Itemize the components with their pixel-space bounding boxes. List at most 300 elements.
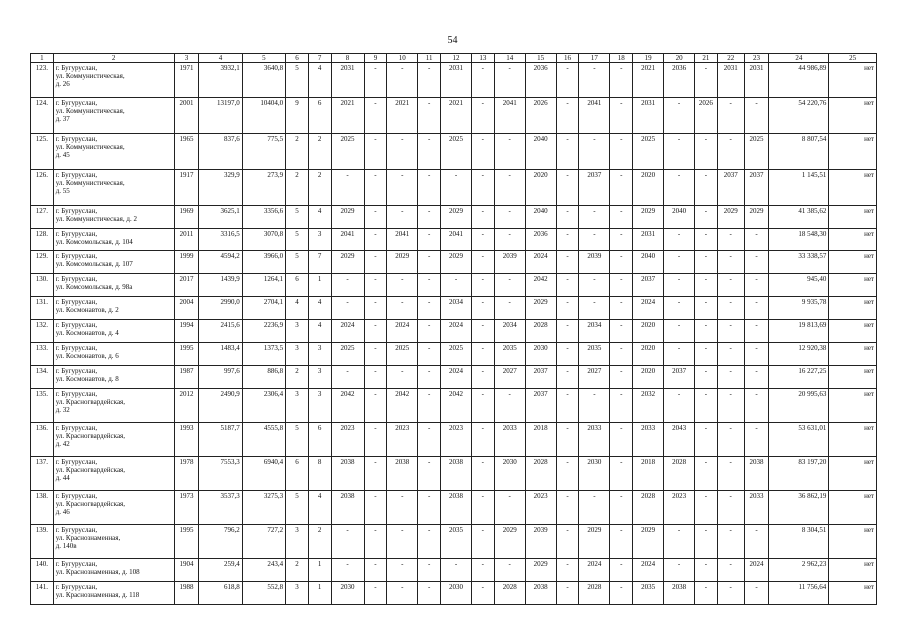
table-cell: 2004 — [174, 297, 199, 320]
table-cell: - — [610, 559, 633, 582]
table-cell: 997,6 — [199, 366, 242, 389]
table-cell: - — [717, 559, 744, 582]
table-cell: 2021 — [387, 98, 418, 134]
column-header: 16 — [556, 54, 579, 63]
table-cell: - — [744, 251, 769, 274]
table-cell: 2001 — [174, 98, 199, 134]
amount-cell: 19 813,69 — [769, 320, 829, 343]
table-row — [31, 170, 877, 206]
table-cell: - — [744, 525, 769, 559]
table-cell: - — [695, 206, 718, 229]
table-cell: 2042 — [387, 389, 418, 423]
table-cell: 3625,1 — [199, 206, 242, 229]
table-cell: - — [610, 251, 633, 274]
table-cell: 3 — [308, 229, 331, 251]
table-cell: 2 — [286, 134, 309, 170]
table-cell: - — [717, 423, 744, 457]
table-cell: 2 — [308, 134, 331, 170]
table-row — [31, 206, 877, 229]
table-cell: 6 — [286, 457, 309, 491]
table-cell: 2704,1 — [242, 297, 285, 320]
table-cell: 3 — [308, 343, 331, 366]
table-cell: 10404,0 — [242, 98, 285, 134]
table-cell: - — [556, 525, 579, 559]
table-cell: - — [695, 366, 718, 389]
table-cell: - — [494, 559, 525, 582]
table-cell: - — [364, 63, 387, 98]
address-cell: г. Бугуруслан, ул. Комсомольская, д. 107 — [53, 251, 174, 274]
table-cell: 2990,0 — [199, 297, 242, 320]
amount-cell: 18 548,30 — [769, 229, 829, 251]
table-cell: 3356,6 — [242, 206, 285, 229]
row-number: 132. — [31, 320, 54, 343]
row-number: 129. — [31, 251, 54, 274]
table-cell: - — [418, 134, 441, 170]
table-cell: - — [610, 366, 633, 389]
page-number: 54 — [447, 35, 458, 46]
column-header: 5 — [242, 54, 285, 63]
column-header: 17 — [579, 54, 610, 63]
table-cell: 1917 — [174, 170, 199, 206]
table-cell: - — [556, 343, 579, 366]
table-cell: 243,4 — [242, 559, 285, 582]
table-cell: 886,8 — [242, 366, 285, 389]
status-cell: нет — [829, 582, 877, 605]
table-cell: 1988 — [174, 582, 199, 605]
table-cell: 2024 — [441, 366, 472, 389]
table-cell: 2037 — [525, 366, 556, 389]
table-cell: - — [664, 343, 695, 366]
table-cell: - — [471, 98, 494, 134]
address-cell: г. Бугуруслан, ул. Коммунистическая, д. 55 — [53, 170, 174, 206]
address-cell: г. Бугуруслан, ул. Красногвардейская, д. 44 — [53, 457, 174, 491]
table-cell: - — [610, 423, 633, 457]
table-cell: - — [471, 297, 494, 320]
table-cell: - — [610, 274, 633, 297]
row-number: 124. — [31, 98, 54, 134]
address-cell: г. Бугуруслан, ул. Космонавтов, д. 2 — [53, 297, 174, 320]
table-cell: - — [717, 251, 744, 274]
table-cell: 618,8 — [199, 582, 242, 605]
table-cell: 2034 — [494, 320, 525, 343]
status-cell: нет — [829, 525, 877, 559]
table-cell: 2042 — [331, 389, 364, 423]
table-cell: 3 — [286, 582, 309, 605]
table-cell: - — [471, 457, 494, 491]
table-cell: - — [331, 297, 364, 320]
table-cell: - — [471, 206, 494, 229]
row-number: 140. — [31, 559, 54, 582]
table-cell: 4 — [308, 320, 331, 343]
table-cell: - — [331, 559, 364, 582]
table-cell: 2011 — [174, 229, 199, 251]
table-cell: - — [695, 423, 718, 457]
table-cell: 2 — [308, 525, 331, 559]
table-cell: - — [610, 98, 633, 134]
table-cell: 2034 — [441, 297, 472, 320]
table-cell: 2040 — [525, 206, 556, 229]
table-cell: 2038 — [331, 491, 364, 525]
table-cell: 2027 — [494, 366, 525, 389]
table-cell: - — [471, 389, 494, 423]
table-cell: - — [387, 297, 418, 320]
amount-cell: 8 807,54 — [769, 134, 829, 170]
column-header: 22 — [717, 54, 744, 63]
table-cell: - — [610, 457, 633, 491]
amount-cell: 36 862,19 — [769, 491, 829, 525]
table-cell: 2035 — [441, 525, 472, 559]
table-cell: - — [387, 170, 418, 206]
table-cell: - — [418, 559, 441, 582]
table-cell: 2041 — [331, 229, 364, 251]
table-cell: 2029 — [331, 206, 364, 229]
table-cell: - — [364, 98, 387, 134]
table-cell: - — [418, 98, 441, 134]
table-cell: - — [418, 320, 441, 343]
table-cell: 2023 — [664, 491, 695, 525]
table-cell: 5 — [286, 63, 309, 98]
table-cell: - — [610, 343, 633, 366]
column-header: 20 — [664, 54, 695, 63]
table-cell: - — [556, 559, 579, 582]
table-cell: 2024 — [744, 559, 769, 582]
table-cell: 2 — [286, 559, 309, 582]
table-cell: 2415,6 — [199, 320, 242, 343]
address-cell: г. Бугуруслан, ул. Космонавтов, д. 8 — [53, 366, 174, 389]
table-cell: - — [695, 274, 718, 297]
table-cell: 2236,9 — [242, 320, 285, 343]
column-header: 7 — [308, 54, 331, 63]
table-cell: 2037 — [633, 274, 664, 297]
address-cell: г. Бугуруслан, ул. Коммунистическая, д. 26 — [53, 63, 174, 98]
table-cell: - — [556, 251, 579, 274]
table-cell: 2023 — [441, 423, 472, 457]
table-row — [31, 274, 877, 297]
table-cell: 9 — [286, 98, 309, 134]
table-cell: - — [494, 170, 525, 206]
table-cell: - — [331, 525, 364, 559]
table-cell: 2036 — [525, 229, 556, 251]
table-cell: 3 — [308, 366, 331, 389]
table-cell: 2025 — [744, 134, 769, 170]
table-cell: - — [579, 206, 610, 229]
column-header: 10 — [387, 54, 418, 63]
amount-cell: 83 197,20 — [769, 457, 829, 491]
table-row — [31, 559, 877, 582]
table-cell: 3932,1 — [199, 63, 242, 98]
table-body — [31, 63, 877, 605]
table-row — [31, 343, 877, 366]
column-header: 18 — [610, 54, 633, 63]
column-number-row — [31, 54, 877, 63]
table-cell: 2040 — [525, 134, 556, 170]
table-cell: 2027 — [579, 366, 610, 389]
table-cell: - — [664, 297, 695, 320]
table-cell: 1978 — [174, 457, 199, 491]
address-cell: г. Бугуруслан, ул. Коммунистическая, д. 45 — [53, 134, 174, 170]
status-cell: нет — [829, 170, 877, 206]
table-cell: - — [494, 206, 525, 229]
amount-cell: 54 220,76 — [769, 98, 829, 134]
table-cell: 2028 — [494, 582, 525, 605]
table-cell: 1904 — [174, 559, 199, 582]
table-cell: 2030 — [441, 582, 472, 605]
column-header: 6 — [286, 54, 309, 63]
row-number: 135. — [31, 389, 54, 423]
table-cell: 2024 — [331, 320, 364, 343]
table-cell: 2038 — [441, 457, 472, 491]
table-cell: 2026 — [525, 98, 556, 134]
table-cell: - — [610, 229, 633, 251]
table-cell: - — [744, 343, 769, 366]
table-cell: 2035 — [579, 343, 610, 366]
table-row — [31, 63, 877, 98]
table-cell: - — [664, 559, 695, 582]
table-cell: - — [418, 343, 441, 366]
table-cell: 2043 — [664, 423, 695, 457]
row-number: 123. — [31, 63, 54, 98]
table-cell: 2030 — [494, 457, 525, 491]
table-cell: - — [387, 206, 418, 229]
table-cell: - — [387, 491, 418, 525]
table-cell: - — [695, 559, 718, 582]
table-cell: - — [579, 274, 610, 297]
table-cell: - — [331, 366, 364, 389]
table-row — [31, 491, 877, 525]
table-cell: 2036 — [525, 63, 556, 98]
table-cell: 2490,9 — [199, 389, 242, 423]
table-cell: - — [556, 389, 579, 423]
table-cell: 2029 — [525, 559, 556, 582]
table-cell: - — [579, 63, 610, 98]
status-cell: нет — [829, 134, 877, 170]
table-cell: 5 — [286, 229, 309, 251]
status-cell: нет — [829, 491, 877, 525]
table-cell: 2029 — [525, 297, 556, 320]
table-cell: 259,4 — [199, 559, 242, 582]
table-cell: 2041 — [494, 98, 525, 134]
table-cell: - — [387, 274, 418, 297]
table-cell: - — [664, 170, 695, 206]
table-cell: 1965 — [174, 134, 199, 170]
table-cell: - — [695, 251, 718, 274]
table-cell: 1483,4 — [199, 343, 242, 366]
table-cell: - — [717, 457, 744, 491]
table-cell: - — [556, 491, 579, 525]
table-cell: - — [387, 366, 418, 389]
table-cell: - — [664, 274, 695, 297]
table-cell: - — [494, 229, 525, 251]
table-cell: 2028 — [525, 320, 556, 343]
table-cell: - — [556, 297, 579, 320]
table-cell: - — [664, 251, 695, 274]
table-row — [31, 582, 877, 605]
table-cell: - — [494, 134, 525, 170]
table-cell: - — [471, 274, 494, 297]
table-cell: - — [556, 423, 579, 457]
table-cell: - — [610, 297, 633, 320]
table-cell: - — [717, 297, 744, 320]
table-cell: 552,8 — [242, 582, 285, 605]
table-cell: - — [331, 170, 364, 206]
address-cell: г. Бугуруслан, ул. Космонавтов, д. 6 — [53, 343, 174, 366]
table-cell: 2025 — [331, 343, 364, 366]
table-cell: 5 — [286, 491, 309, 525]
table-cell: - — [744, 389, 769, 423]
table-cell: 1971 — [174, 63, 199, 98]
table-cell: - — [494, 297, 525, 320]
table-cell: - — [364, 389, 387, 423]
table-cell: 2017 — [174, 274, 199, 297]
table-cell: - — [610, 170, 633, 206]
table-cell: - — [418, 297, 441, 320]
table-cell: 2030 — [331, 582, 364, 605]
address-cell: г. Бугуруслан, ул. Краснознаменная, д. 108 — [53, 559, 174, 582]
status-cell: нет — [829, 206, 877, 229]
table-cell: - — [664, 525, 695, 559]
table-cell: - — [717, 389, 744, 423]
table-row — [31, 297, 877, 320]
table-cell: 1 — [308, 274, 331, 297]
table-cell: 3 — [286, 320, 309, 343]
table-cell: - — [695, 229, 718, 251]
table-cell: 329,9 — [199, 170, 242, 206]
address-cell: г. Бугуруслан, ул. Красногвардейская, д. 32 — [53, 389, 174, 423]
table-cell: 2023 — [387, 423, 418, 457]
address-cell: г. Бугуруслан, ул. Красногвардейская, д. 42 — [53, 423, 174, 457]
table-cell: - — [717, 582, 744, 605]
address-cell: г. Бугуруслан, ул. Коммунистическая, д. 2 — [53, 206, 174, 229]
table-cell: - — [744, 423, 769, 457]
table-cell: 2037 — [664, 366, 695, 389]
table-cell: - — [364, 343, 387, 366]
table-cell: 4 — [286, 297, 309, 320]
table-cell: 2038 — [525, 582, 556, 605]
table-cell: - — [364, 229, 387, 251]
table-cell: - — [471, 366, 494, 389]
table-cell: - — [556, 98, 579, 134]
table-cell: 1995 — [174, 525, 199, 559]
status-cell: нет — [829, 98, 877, 134]
table-cell: 1987 — [174, 366, 199, 389]
column-header: 2 — [53, 54, 174, 63]
table-cell: 3640,8 — [242, 63, 285, 98]
table-cell: 2031 — [633, 98, 664, 134]
table-cell: 1264,1 — [242, 274, 285, 297]
table-cell: 2029 — [387, 251, 418, 274]
row-number: 134. — [31, 366, 54, 389]
table-cell: - — [610, 320, 633, 343]
table-cell: - — [387, 559, 418, 582]
table-cell: 2 — [286, 366, 309, 389]
table-cell: 1993 — [174, 423, 199, 457]
table-cell: - — [471, 525, 494, 559]
table-cell: - — [556, 366, 579, 389]
table-cell: 4555,8 — [242, 423, 285, 457]
table-cell: 2031 — [633, 229, 664, 251]
table-cell: 2028 — [664, 457, 695, 491]
table-cell: 2024 — [633, 559, 664, 582]
table-cell: 3 — [286, 343, 309, 366]
table-cell: 2 — [308, 170, 331, 206]
table-cell: - — [364, 525, 387, 559]
row-number: 141. — [31, 582, 54, 605]
table-cell: - — [744, 297, 769, 320]
table-cell: 2021 — [633, 63, 664, 98]
table-cell: 1 — [308, 559, 331, 582]
table-cell: - — [717, 366, 744, 389]
table-cell: - — [695, 134, 718, 170]
table-cell: - — [695, 343, 718, 366]
table-cell: 3537,3 — [199, 491, 242, 525]
table-cell: 2029 — [441, 206, 472, 229]
status-cell: нет — [829, 559, 877, 582]
table-row — [31, 389, 877, 423]
row-number: 125. — [31, 134, 54, 170]
table-cell: - — [695, 491, 718, 525]
table-cell: 6940,4 — [242, 457, 285, 491]
table-cell: - — [418, 274, 441, 297]
table-cell: - — [695, 297, 718, 320]
table-cell: 8 — [308, 457, 331, 491]
table-cell: 2024 — [579, 559, 610, 582]
table-cell: 2032 — [633, 389, 664, 423]
table-cell: 3 — [308, 389, 331, 423]
table-cell: - — [695, 63, 718, 98]
table-cell: 3966,0 — [242, 251, 285, 274]
table-cell: 2033 — [744, 491, 769, 525]
table-cell: 2024 — [633, 297, 664, 320]
table-cell: 2018 — [525, 423, 556, 457]
table-cell: - — [418, 206, 441, 229]
table-cell: - — [471, 134, 494, 170]
table-cell: 2030 — [525, 343, 556, 366]
table-cell: 2038 — [331, 457, 364, 491]
amount-cell: 20 995,63 — [769, 389, 829, 423]
table-cell: 2024 — [525, 251, 556, 274]
amount-cell: 33 338,57 — [769, 251, 829, 274]
table-cell: 2038 — [664, 582, 695, 605]
table-cell: 5 — [286, 206, 309, 229]
table-cell: - — [610, 582, 633, 605]
status-cell: нет — [829, 389, 877, 423]
table-cell: - — [717, 229, 744, 251]
column-header: 25 — [829, 54, 877, 63]
table-cell: 2036 — [664, 63, 695, 98]
table-cell: 1373,5 — [242, 343, 285, 366]
table-cell: - — [471, 559, 494, 582]
table-cell: 2031 — [717, 63, 744, 98]
table-cell: 2024 — [387, 320, 418, 343]
status-cell: нет — [829, 274, 877, 297]
table-cell: 2042 — [525, 274, 556, 297]
row-number: 127. — [31, 206, 54, 229]
table-cell: 273,9 — [242, 170, 285, 206]
table-cell: 3 — [286, 389, 309, 423]
table-cell: 2039 — [525, 525, 556, 559]
column-header: 3 — [174, 54, 199, 63]
table-cell: 1969 — [174, 206, 199, 229]
table-cell: - — [556, 457, 579, 491]
table-row — [31, 134, 877, 170]
status-cell: нет — [829, 320, 877, 343]
row-number: 136. — [31, 423, 54, 457]
table-cell: - — [364, 134, 387, 170]
table-cell: 2029 — [744, 206, 769, 229]
address-cell: г. Бугуруслан, ул. Комсомольская, д. 104 — [53, 229, 174, 251]
column-header: 11 — [418, 54, 441, 63]
table-cell: - — [418, 170, 441, 206]
